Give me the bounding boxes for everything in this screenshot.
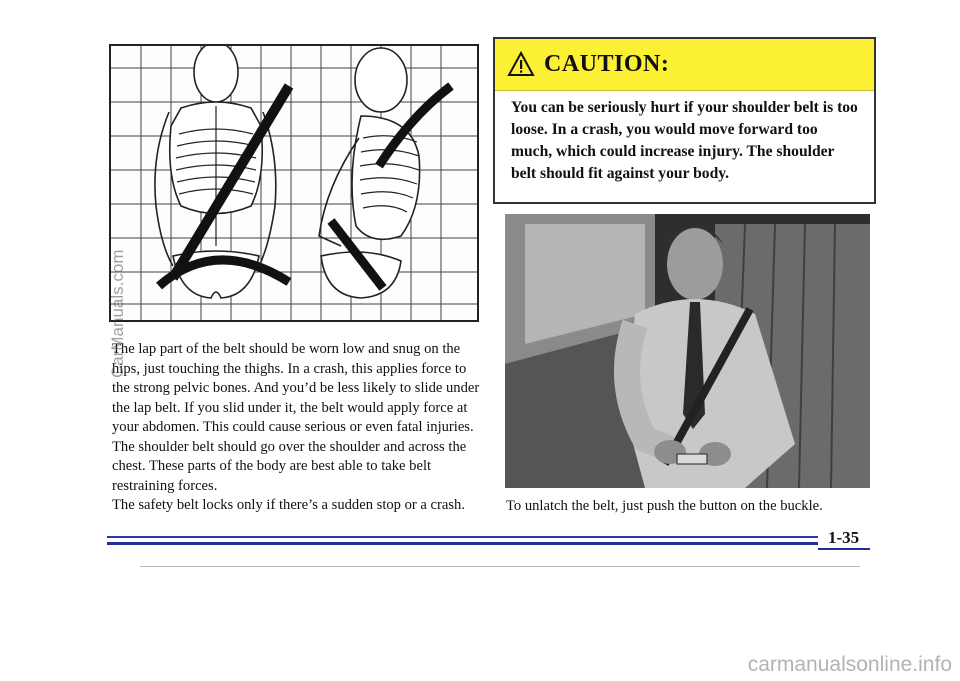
unlatching-belt-photo (505, 214, 870, 488)
photo-caption: To unlatch the belt, just push the button on the buckle. (506, 498, 823, 514)
caution-title: CAUTION: (544, 51, 670, 77)
caution-text: You can be seriously hurt if your shoulder belt is too loose. In a crash, you would move forward too much, which could increase injury. The shoulder belt should fit against your body. (511, 99, 858, 182)
seatbelt-skeleton-illustration (109, 44, 479, 322)
caution-box (493, 37, 876, 204)
lap-belt-paragraph: The lap part of the belt should be worn low and snug on the hips, just touching the thighs. In a crash, this applies force to the strong pelvic bones. And you’d be less likely to slide under the lap belt. If you slid under it, the belt would apply force at your abdomen. This could cause serious or even fatal injuries. The shoulder belt should go over the shoulder and across the chest. These parts of the body are best able to take belt restraining forces. (112, 341, 480, 494)
bottom-watermark: carmanualsonline.info (747, 653, 952, 676)
caution-header (495, 39, 874, 91)
footer-rule-thin (107, 536, 818, 538)
footer-rule-right (818, 548, 870, 550)
scan-artifact-line (140, 566, 860, 567)
belt-locking-paragraph: The safety belt locks only if there’s a sudden stop or a crash. (112, 497, 465, 513)
page-number: 1-35 (828, 528, 860, 547)
footer-rule-thick (107, 542, 818, 545)
warning-triangle-icon (507, 51, 535, 77)
side-watermark: CarManuals.com (108, 249, 127, 378)
side-skeleton (319, 48, 420, 298)
